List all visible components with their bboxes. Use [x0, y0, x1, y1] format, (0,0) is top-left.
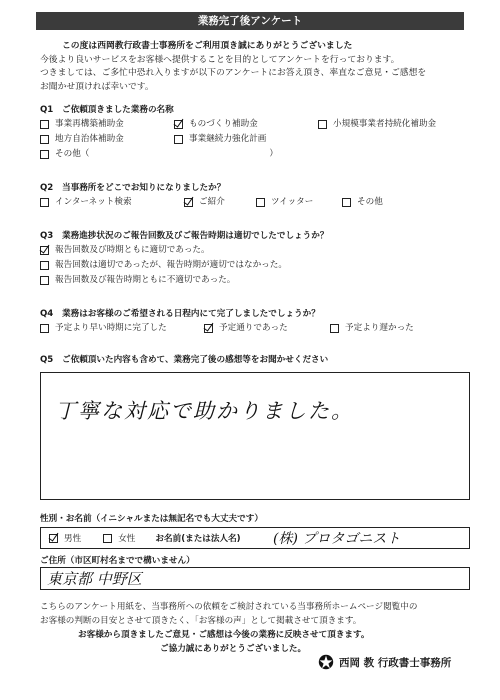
checkbox[interactable] — [40, 120, 49, 129]
question-1-options — [40, 117, 480, 162]
address-field[interactable] — [40, 567, 470, 590]
option-label: 地方自治体補助金 — [55, 134, 124, 144]
female-checkbox[interactable] — [103, 534, 112, 543]
question-5-heading — [40, 354, 480, 367]
checkbox[interactable] — [256, 198, 265, 207]
checkbox-checked[interactable] — [174, 120, 183, 129]
question-4-number: Q4 — [40, 309, 54, 319]
question-1-text: ご依頼頂きました業務の名称 — [62, 105, 174, 115]
option-label: 事業継続力強化計画 — [189, 134, 267, 144]
q1-option-4[interactable] — [40, 132, 160, 147]
footer-line-4: ご協力誠にありがとうございました。 — [160, 644, 307, 654]
option-label: 予定より早い時期に完了した — [55, 323, 167, 333]
option-label: 報告回数は適切であったが、報告時期が適切ではなかった。 — [55, 260, 287, 270]
name-section-label: 性別・お名前（イニシャルまたは無記名でも大丈夫です） — [40, 514, 263, 524]
option-label: 予定より遅かった — [345, 323, 414, 333]
question-2 — [40, 182, 480, 210]
q4-option-1[interactable] — [40, 321, 190, 336]
male-label: 男性 — [64, 534, 82, 544]
question-1-number: Q1 — [40, 105, 54, 115]
question-5-text: ご依頼頂いた内容も含めて、業務完了後の感想等をお聞かせください — [62, 355, 329, 365]
footer-line-1: こちらのアンケート用紙を、当事務所への依頼をご検討されている当事務所ホームページ閲覧中の — [40, 602, 418, 612]
checkbox[interactable] — [174, 135, 183, 144]
question-3-text: 業務進捗状況のご報告回数及びご報告時期は適切でしたでしょうか？ — [62, 231, 329, 241]
checkbox[interactable] — [40, 276, 49, 285]
q1-option-2[interactable] — [174, 117, 304, 132]
question-4-text: 業務はお客様のご希望される日程内にて完了しましたでしょうか？ — [62, 309, 320, 319]
checkbox[interactable] — [40, 135, 49, 144]
question-4 — [40, 308, 480, 336]
q1-option-1[interactable] — [40, 117, 160, 132]
checkbox-checked[interactable] — [40, 246, 49, 255]
checkbox[interactable] — [342, 198, 351, 207]
q1-option-5[interactable] — [174, 132, 266, 147]
intro-line-1: 今後より良いサービスをお客様へ提供することを目的としてアンケートを行っております。 — [40, 54, 400, 65]
checkbox-checked[interactable] — [204, 324, 213, 333]
question-2-options — [40, 195, 480, 210]
option-label: 小規模事業者持続化補助金 — [333, 119, 437, 129]
intro-lead: この度は西岡教行政書士事務所をご利用頂き誠にありがとうございました — [62, 41, 353, 51]
option-label: その他（ — [55, 149, 90, 159]
male-checkbox[interactable] — [49, 534, 58, 543]
question-2-text: 当事務所をどこでお知りになりましたか？ — [62, 183, 226, 193]
q2-option-3[interactable] — [256, 195, 328, 210]
question-4-heading — [40, 308, 480, 321]
q3-option-1[interactable] — [40, 243, 466, 258]
footer-line-2: お客様の判断の目安とさせて頂きたく、「お客様の声」として掲載させて頂きます。 — [40, 616, 362, 626]
question-3-options — [40, 243, 480, 288]
q2-option-2[interactable] — [184, 195, 242, 210]
question-2-number: Q2 — [40, 183, 54, 193]
female-label: 女性 — [118, 534, 136, 544]
question-5-number: Q5 — [40, 355, 54, 365]
name-field[interactable] — [40, 527, 470, 549]
question-5 — [40, 354, 480, 367]
q1-option-6[interactable] — [40, 147, 340, 162]
address-section-label: ご住所（市区町村名までで構いません） — [40, 556, 195, 566]
question-3-number: Q3 — [40, 231, 54, 241]
question-3 — [40, 230, 480, 288]
q4-option-3[interactable] — [330, 321, 414, 336]
intro-line-2: つきましては、ご多忙中恐れ入りますが以下のアンケートにお答え頂き、率直なご意見・ご感想を — [40, 68, 427, 78]
footer-text — [40, 600, 480, 656]
intro-block — [40, 40, 470, 94]
checkbox-checked[interactable] — [184, 198, 193, 207]
intro-line-3: お聞かせ頂ければ幸いです。 — [40, 81, 154, 92]
option-suffix: ） — [269, 149, 278, 159]
checkbox[interactable] — [40, 150, 49, 159]
question-2-heading — [40, 182, 480, 195]
option-label: 報告回数及び時期ともに適切であった。 — [55, 245, 210, 255]
handwritten-name: (株) プロタゴニスト — [273, 531, 401, 547]
survey-title: 業務完了後アンケート — [36, 12, 464, 30]
option-label: ご紹介 — [199, 197, 225, 207]
option-label: 報告回数及び報告時期ともに不適切であった。 — [55, 275, 236, 285]
option-label: インターネット検索 — [55, 197, 132, 207]
checkbox[interactable] — [40, 324, 49, 333]
q1-option-3[interactable] — [318, 117, 436, 132]
handwritten-address: 東京都 中野区 — [47, 570, 142, 588]
handwritten-comment: 丁寧な対応で助かりました。 — [55, 399, 354, 423]
q2-option-1[interactable] — [40, 195, 170, 210]
footer-line-3: お客様から頂きましたご意見・ご感想は今後の業務に反映させて頂きます。 — [78, 630, 370, 640]
option-label: ツイッター — [271, 197, 314, 207]
checkbox[interactable] — [318, 120, 327, 129]
q3-option-2[interactable] — [40, 258, 466, 273]
logo-icon — [318, 654, 334, 670]
q3-option-3[interactable] — [40, 273, 466, 288]
question-3-heading — [40, 230, 480, 243]
q2-option-4[interactable] — [342, 195, 383, 210]
option-label: ものづくり補助金 — [189, 119, 258, 129]
option-label: その他 — [357, 197, 383, 207]
logo-text: 西岡 教 行政書士事務所 — [339, 656, 452, 669]
office-logo — [318, 654, 451, 670]
name-field-label: お名前(または法人名) — [155, 534, 241, 544]
checkbox[interactable] — [40, 261, 49, 270]
name-row-inner — [41, 528, 469, 548]
checkbox[interactable] — [330, 324, 339, 333]
comment-textarea[interactable] — [40, 372, 470, 500]
question-1-heading — [40, 104, 480, 117]
option-label: 事業再構築補助金 — [55, 119, 124, 129]
checkbox[interactable] — [40, 198, 49, 207]
option-label: 予定通りであった — [219, 323, 288, 333]
q4-option-2[interactable] — [204, 321, 316, 336]
question-4-options — [40, 321, 480, 336]
question-1 — [40, 104, 480, 162]
